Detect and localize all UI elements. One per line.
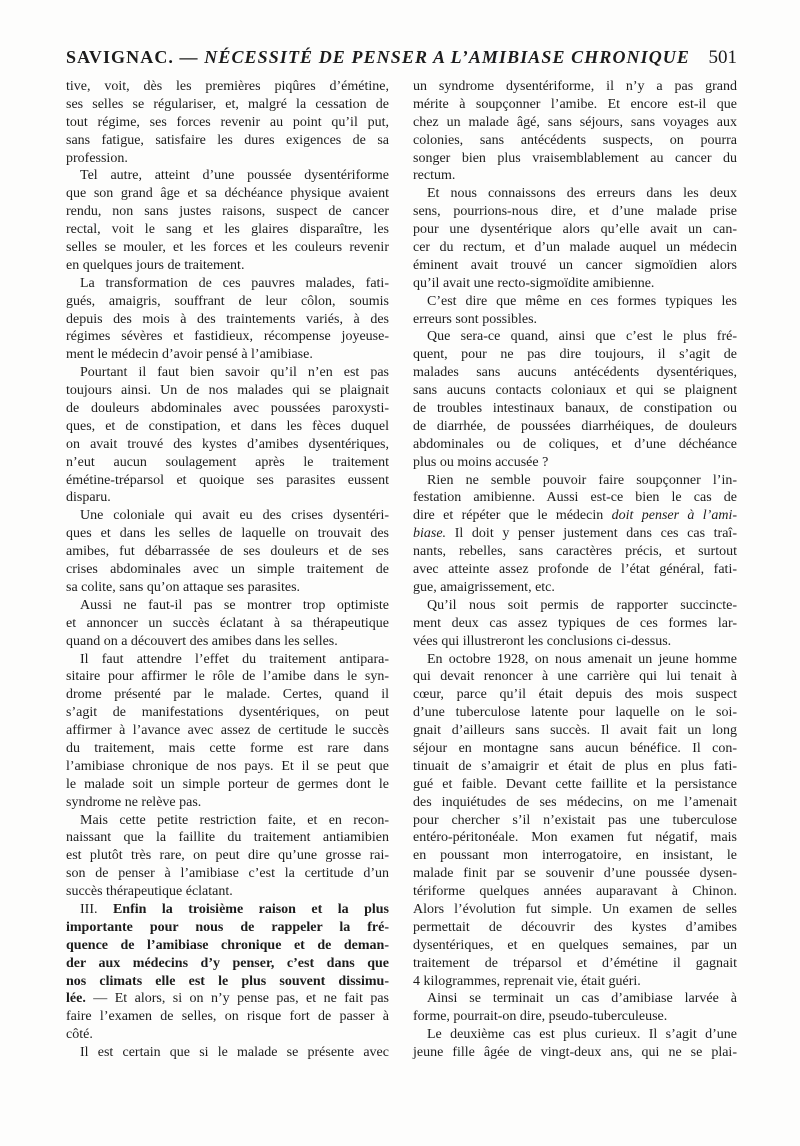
line-text: Aussi ne faut-il pas se montrer trop optimiste (80, 597, 389, 613)
line-text: plus ou moins accusée ? (413, 454, 549, 470)
line-text: entéro-péritonéale. Mon examen fut négatif, mais (413, 830, 737, 846)
paragraph (413, 185, 737, 292)
line-text: Il faut attendre l’effet du traitement antipara- (80, 651, 389, 667)
line-text: Le deuxième cas est plus curieux. Il s’agit d’une (427, 1027, 737, 1043)
paragraph (413, 1026, 737, 1062)
line-text: que son grand âge et sa déchéance physique avaient (66, 186, 389, 202)
line-text: l’amibiase chronique de nos pays. Et il se peut que (66, 758, 389, 774)
line-text: sitaire pour affirmer le rôle de l’amibe dans le syn- (66, 669, 389, 685)
line-text: rectum. (413, 168, 456, 184)
paragraph (413, 651, 737, 991)
text-line (66, 150, 389, 168)
line-text: Alors l’évolution fut simple. Un examen de selles (413, 901, 737, 917)
text-line (413, 114, 737, 132)
text-line (413, 973, 737, 991)
line-text: éminent avait trouvé un cancer sigmoïdien alors (413, 257, 737, 273)
line-text: gués, amaigris, souffrant de leur côlon, soumis (66, 293, 389, 309)
line-text: gnait d’ailleurs sans succès. Il avait fait un long (413, 723, 737, 739)
text-line (66, 651, 389, 669)
text-line (66, 829, 389, 847)
text-line (66, 400, 389, 418)
line-text: La transformation de ces pauvres malades, fati- (80, 275, 389, 291)
text-line (413, 400, 737, 418)
line-text: avec atteinte assez profonde de l’état général, fati- (413, 562, 737, 578)
line-text: ses selles se régulariser, et, malgré la cessation de (66, 96, 389, 112)
paragraph (66, 275, 389, 364)
text-line (413, 722, 737, 740)
line-text: Rien ne semble pouvoir faire soupçonner l’in- (427, 472, 737, 488)
text-line (413, 704, 737, 722)
text-line (413, 686, 737, 704)
text-line (66, 955, 389, 973)
line-text: un syndrome dysentériforme, il n’y a pas grand (413, 79, 737, 94)
paragraph (413, 990, 737, 1026)
line-text (80, 902, 389, 917)
text-line (413, 275, 737, 293)
line-text: n’eut aucun soulagement après le traitement (66, 454, 389, 470)
text-line (66, 328, 389, 346)
text-line (413, 507, 737, 525)
text-line (66, 901, 389, 919)
line-text: ment le médecin d’avoir pensé à l’amibiase. (66, 347, 313, 363)
bold-text: quence de l’amibiase chronique et de deman- (66, 937, 389, 953)
paragraph (66, 597, 389, 651)
line-text: pour une dysentérique alors qu’elle avait un can- (413, 222, 737, 238)
text-line (413, 740, 737, 758)
line-text: sans fatigue, satisfaire les dures exigences de sa (66, 132, 389, 148)
line-text: des inquiétudes de ses médecins, on me l’amenait (413, 794, 737, 810)
line-text: tout régime, ses forces revenir au point qu’il put, (66, 114, 389, 130)
text-line (413, 615, 737, 633)
text-line (413, 865, 737, 883)
text-line (413, 776, 737, 794)
line-text: gué et faible. Devant cette faillite et la persistance (413, 776, 737, 792)
paragraph (413, 328, 737, 471)
paragraph (66, 507, 389, 596)
line-text: sans aucuns contacts coloniaux et qui se plaignent (413, 383, 737, 399)
text-segment: Il doit y penser justement dans ces cas traî- (446, 526, 737, 542)
text-line (66, 239, 389, 257)
running-header (66, 46, 737, 68)
line-text: Tel autre, atteint d’une poussée dysentériforme (80, 168, 389, 184)
paragraph (413, 78, 737, 185)
text-line (66, 686, 389, 704)
text-line (66, 132, 389, 150)
text-line (66, 1026, 389, 1044)
text-line (413, 454, 737, 472)
text-line (66, 776, 389, 794)
text-line (66, 1044, 389, 1062)
text-line (413, 901, 737, 919)
text-line (413, 812, 737, 830)
line-text: syndrome ne relève pas. (66, 794, 202, 810)
line-text: émétine-tréparsol et quoique ses parasites eussent (66, 472, 389, 488)
text-line (413, 436, 737, 454)
bold-text: nos climats elle est le plus souvent dissimu- (66, 973, 389, 989)
line-text: ment deux cas assez typiques de ces formes lar- (413, 615, 737, 631)
bold-text: importante pour nous de rappeler la fré- (66, 919, 389, 935)
text-line (66, 311, 389, 329)
text-line (413, 257, 737, 275)
line-text: profession. (66, 150, 128, 166)
line-text: qu’il avait une recto-sigmoïdite amibienne. (413, 275, 655, 291)
text-line (66, 633, 389, 651)
line-text: régimes sévères et fastidieux, récompense joyeuse- (66, 329, 389, 345)
paragraph (66, 1044, 389, 1062)
text-line (413, 579, 737, 597)
text-line (66, 668, 389, 686)
text-line (66, 561, 389, 579)
text-line (413, 955, 737, 973)
line-text: de troubles intestinaux banaux, de constipation ou (413, 401, 737, 417)
line-text: cœur, parce qu’il était depuis des mois suspect (413, 687, 737, 703)
line-text: 4 kilogrammes, reprenait vie, était guéri. (413, 973, 641, 989)
paragraph (66, 78, 389, 167)
text-line (66, 758, 389, 776)
line-text: Une coloniale qui avait eu des crises dysentéri- (80, 508, 389, 524)
text-line (66, 722, 389, 740)
line-text: Pourtant il faut bien savoir qu’il n’en est pas (80, 365, 389, 381)
line-text: séjour en montagne sans aucun bénéfice. Il con- (413, 740, 737, 756)
line-text (66, 974, 389, 989)
text-line (66, 454, 389, 472)
text-line (413, 937, 737, 955)
paragraph (413, 597, 737, 651)
text-line (66, 293, 389, 311)
text-line (413, 829, 737, 847)
line-text: faire l’examen de selles, on risque fort de passer à (66, 1009, 389, 1025)
line-text (66, 956, 389, 971)
text-line (413, 489, 737, 507)
text-line (413, 1044, 737, 1062)
header-title-line (66, 46, 690, 68)
paragraph (66, 364, 389, 507)
text-line (413, 472, 737, 490)
text-line (413, 883, 737, 901)
text-line (413, 346, 737, 364)
line-text: songer bien plus vraisemblablement au cancer du (413, 150, 737, 166)
italic-text: biase. (413, 526, 447, 542)
text-line (66, 990, 389, 1008)
text-line (413, 633, 737, 651)
line-text: sens, pourrions-nous dire, et d’une malade prise (413, 204, 737, 220)
line-text: ques et dans les selles de laquelle on trouvait des (66, 526, 389, 542)
line-text: pour chercher s’il n’existait pas une tuberculose (413, 812, 737, 828)
line-text: traitement de tréparsol et d’émétine il gagnait (413, 955, 737, 971)
line-text: en quelques jours de traitement. (66, 257, 245, 273)
line-text: d’une tuberculose latente pour laquelle on le soi- (413, 705, 737, 721)
text-line (413, 167, 737, 185)
line-text: chez un malade âgé, sans séjours, sans voyages aux (413, 114, 737, 130)
text-line (413, 96, 737, 114)
text-line (413, 328, 737, 346)
left-column (66, 78, 389, 1062)
text-line (66, 937, 389, 955)
text-line (66, 221, 389, 239)
text-line (66, 185, 389, 203)
line-text: malade finit par se souvenir d’une poussée dysen- (413, 866, 737, 882)
paragraph (66, 901, 389, 1044)
line-text: son de penser à l’amibiase c’est la certitude d’un (66, 866, 389, 882)
text-line (66, 847, 389, 865)
line-text: naissant que la faillite du traitement antiamibien (66, 830, 389, 846)
text-line (413, 1026, 737, 1044)
italic-text: doit penser à l’ami- (611, 508, 737, 524)
text-line (66, 597, 389, 615)
line-text: Il est certain que si le malade se présente avec (80, 1045, 389, 1061)
text-line (413, 239, 737, 257)
text-line (413, 364, 737, 382)
text-segment: dire et répéter que le médecin (413, 508, 612, 524)
paragraph (413, 472, 737, 597)
line-text: et annoncer un succès éclatant à sa thérapeutique (66, 615, 389, 631)
text-line (413, 382, 737, 400)
text-line (413, 990, 737, 1008)
line-text: forme, pourrait-on dire, pseudo-tuberculeuse. (413, 1009, 668, 1025)
line-text: cer du rectum, et d’un malade auquel un médecin (413, 240, 737, 256)
line-text: Et nous connaissons des erreurs dans les deux (427, 186, 737, 202)
text-line (66, 973, 389, 991)
text-line (66, 615, 389, 633)
line-text: erreurs sont possibles. (413, 311, 538, 327)
line-text: C’est dire que même en ces formes typiques les (427, 293, 737, 309)
text-line (413, 543, 737, 561)
line-text: disparu. (66, 490, 111, 506)
line-text: tive, voit, dès les premières piqûres d’émétine, (66, 79, 389, 94)
text-line (66, 507, 389, 525)
line-text: Qu’il nous soit permis de rapporter succincte- (427, 597, 737, 613)
text-line (66, 114, 389, 132)
line-text: côté. (66, 1027, 93, 1043)
bold-text: Enfin la troisième raison et la plus (112, 901, 389, 917)
text-line (413, 221, 737, 239)
line-text: de diarrhée, de poussées diarrhéiques, de douleurs (413, 418, 737, 434)
line-text: Mais cette petite restriction faite, et en recon- (80, 812, 389, 828)
line-text: En octobre 1928, on nous amenait un jeune homme (427, 651, 737, 667)
text-line (66, 472, 389, 490)
line-text: toujours ainsi. Un de nos malades qui se plaignait (66, 383, 389, 399)
line-text: tériforme quelques années auparavant à Chinon. (413, 884, 737, 900)
line-text: quand on a découvert des amibes dans les selles. (66, 633, 338, 649)
line-text: de douleurs abdominales avec poussées paroxysti- (66, 401, 389, 417)
line-text: le malade soit un simple porteur de germes dont le (66, 776, 389, 792)
line-text: colonies, sans antécédents suspects, on pourra (413, 132, 737, 148)
line-text (413, 508, 737, 523)
text-line (66, 579, 389, 597)
line-text: jeune fille âgée de vingt-deux ans, qui ne se plai- (413, 1045, 737, 1061)
text-line (413, 597, 737, 615)
paragraph (66, 812, 389, 901)
text-line (66, 794, 389, 812)
text-line (413, 418, 737, 436)
line-text: festation amibienne. Aussi est-ce bien le cas de (413, 490, 737, 506)
line-text: est plutôt très rare, on peut dire qu’une grosse rai- (66, 848, 389, 864)
text-line (66, 489, 389, 507)
line-text: Que sera-ce quand, ainsi que c’est le plus fré- (427, 329, 737, 345)
text-line (66, 740, 389, 758)
text-line (66, 865, 389, 883)
line-text: abdominales ou de coliques, et d’une déchéance (413, 436, 737, 452)
line-text: affirmer à l’avance avec assez de certitude le succès (66, 723, 389, 739)
bold-text: der aux médecins d’y penser, c’est dans que (66, 955, 389, 971)
text-line (413, 794, 737, 812)
line-text: du traitement, mais cette forme est rare dans (66, 740, 389, 756)
line-text: depuis des mois à des traintements variés, à des (66, 311, 389, 327)
text-line (66, 257, 389, 275)
text-line (413, 293, 737, 311)
paragraph (66, 167, 389, 274)
text-line (66, 1008, 389, 1026)
text-line (413, 919, 737, 937)
text-line (413, 847, 737, 865)
paragraph (66, 651, 389, 812)
line-text (66, 920, 389, 935)
line-text: drome présenté par le malade. Certes, quand il (66, 687, 389, 703)
text-line (413, 1008, 737, 1026)
text-line (66, 346, 389, 364)
text-line (66, 418, 389, 436)
text-line (413, 758, 737, 776)
text-line (66, 203, 389, 221)
text-line (66, 96, 389, 114)
text-line (413, 185, 737, 203)
text-line (413, 78, 737, 96)
line-text: en poussant mon interrogatoire, en insistant, le (413, 848, 737, 864)
text-line (66, 704, 389, 722)
line-text: dysentériques, et en quelques semaines, par un (413, 937, 737, 953)
line-text (66, 991, 389, 1006)
author-name: SAVIGNAC. (66, 47, 174, 67)
line-text: gue, amaigrissement, etc. (413, 579, 555, 595)
line-text: on avait trouvé des kystes d’amibes dysentériques, (66, 436, 389, 452)
line-text (413, 526, 737, 541)
line-text: ques, et de constipation, et dans les fèces duquel (66, 418, 389, 434)
text-line (66, 275, 389, 293)
page-number: 501 (708, 47, 737, 68)
right-column (413, 78, 737, 1062)
text-line (66, 919, 389, 937)
text-line (66, 883, 389, 901)
text-line (66, 364, 389, 382)
line-text: rectal, voit le sang et les glaires disparaître, les (66, 222, 389, 238)
paragraph (413, 293, 737, 329)
line-text: mérite à soupçonner l’amibe. Et encore est-il que (413, 96, 737, 112)
text-line (66, 812, 389, 830)
bold-text: lée. (66, 991, 86, 1007)
line-text: rendu, non sans justes raisons, suspect de cancer (66, 204, 389, 220)
line-text: s’agit de manifestations dysentériques, on peut (66, 705, 389, 721)
text-line (413, 311, 737, 329)
line-text (66, 938, 389, 953)
text-line (66, 525, 389, 543)
text-line (66, 382, 389, 400)
text-line (413, 668, 737, 686)
line-text: qui devait renoncer à une carrière qui lui tenait à (413, 669, 737, 685)
text-line (66, 543, 389, 561)
text-line (66, 436, 389, 454)
line-text: vées qui illustreront les conclusions ci-dessus. (413, 633, 672, 649)
line-text: sa colite, sans qu’on attaque ses parasites. (66, 579, 301, 595)
text-line (66, 78, 389, 96)
line-text: succès thérapeutique éclatant. (66, 884, 233, 900)
text-line (66, 167, 389, 185)
text-line (413, 132, 737, 150)
line-text: nants, rebelles, sans caractères précis, et surtout (413, 544, 737, 560)
text-segment: — Et alors, si on n’y pense pas, et ne fait pas (85, 991, 389, 1007)
text-line (413, 651, 737, 669)
article-title: — NÉCESSITÉ DE PENSER A L’AMIBIASE CHRONIQUE (179, 47, 690, 67)
text-line (413, 150, 737, 168)
line-text: tinuait de s’amaigrir et était de plus en plus fati- (413, 758, 737, 774)
line-text: quent, pour ne pas dire toujours, il s’agit de (413, 347, 737, 363)
line-text: amibes, fut débarrassée de ses douleurs et de ses (66, 544, 389, 560)
line-text: permettait de découvrir des kystes d’amibes (413, 919, 737, 935)
line-text: Ainsi se terminait un cas d’amibiase larvée à (427, 991, 737, 1007)
text-line (413, 203, 737, 221)
line-text: malades sans aucuns antécédents dysentériques, (413, 365, 737, 381)
line-text: selles se mouler, et les forces et les couleurs revenir (66, 240, 389, 256)
line-text: crises abdominales avec un simple traitement de (66, 562, 389, 578)
text-segment: III. (80, 901, 113, 917)
text-line (413, 525, 737, 543)
text-line (413, 561, 737, 579)
